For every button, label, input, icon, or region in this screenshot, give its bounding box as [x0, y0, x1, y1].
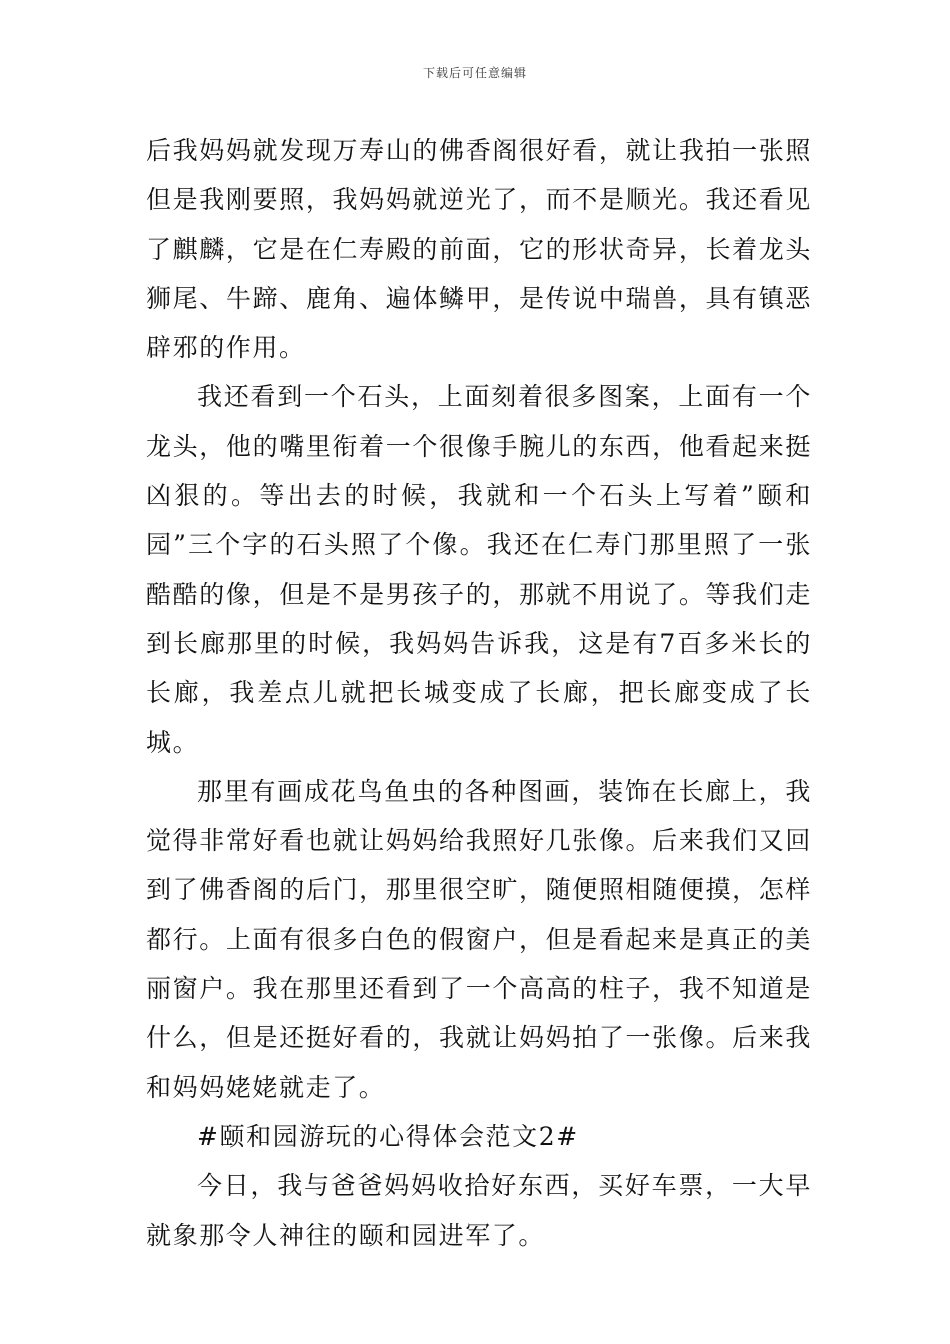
paragraph-3: 那里有画成花鸟鱼虫的各种图画，装饰在长廊上，我觉得非常好看也就让妈妈给我照好几张像。后来我们又回到了佛香阁的后门，那里很空旷，随便照相随便摸，怎样都行。上面有很多白色的假窗户，但是看起来是真正的美丽窗户。我在那里还看到了一个高高的柱子，我不知道是什么，但是还挺好看的，我就让妈妈拍了一张像。后来我和妈妈姥姥就走了。 [146, 776, 812, 1102]
body-text [146, 126, 812, 1260]
paragraph-4: 今日，我与爸爸妈妈收拾好东西，买好车票，一大早就象那令人神往的颐和园进军了。 [146, 1171, 812, 1250]
header-note: 下载后可任意编辑 [422, 66, 527, 80]
section-heading: #颐和园游玩的心得体会范文2# [197, 1121, 579, 1151]
paragraph-1: 后我妈妈就发现万寿山的佛香阁很好看，就让我拍一张照但是我刚要照，我妈妈就逆光了，而不是顺光。我还看见了麒麟，它是在仁寿殿的前面，它的形状奇异，长着龙头狮尾、牛蹄、鹿角、遍体鳞甲，是传说中瑞兽，具有镇恶辟邪的作用。 [146, 136, 812, 363]
paragraph-2: 我还看到一个石头，上面刻着很多图案，上面有一个龙头，他的嘴里衔着一个很像手腕儿的东西，他看起来挺凶狠的。等出去的时候，我就和一个石头上写着”颐和园”三个字的石头照了个像。我还在仁寿门那里照了一张酷酷的像，但是不是男孩子的，那就不用说了。等我们走到长廊那里的时候，我妈妈告诉我，这是有7百多米长的长廊，我差点儿就把长城变成了长廊，把长廊变成了长城。 [146, 382, 812, 757]
